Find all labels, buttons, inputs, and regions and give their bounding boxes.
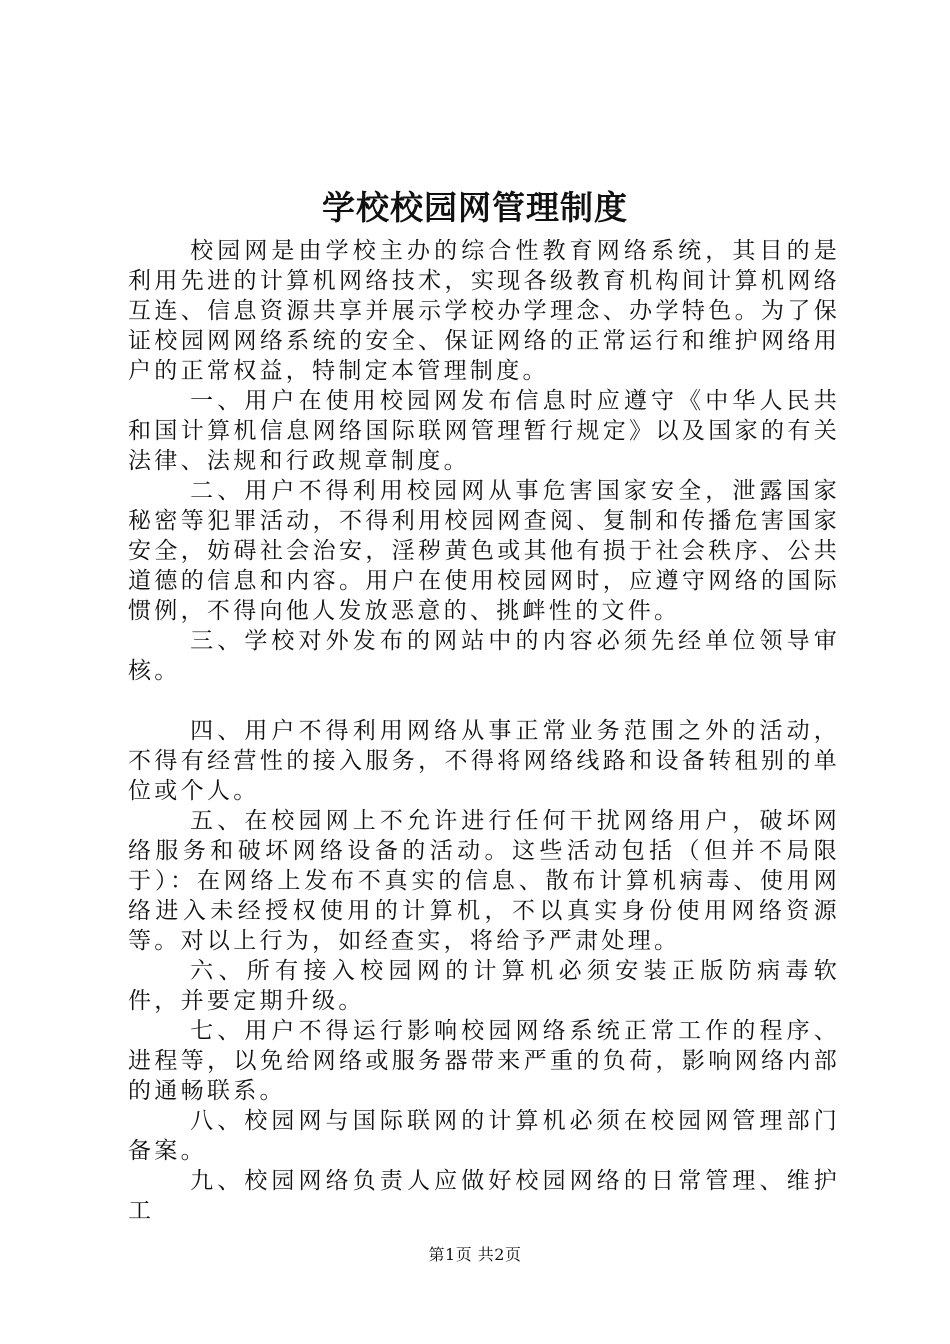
- paragraph-item-6: 六、所有接入校园网的计算机必须安装正版防病毒软件，并要定期升级。: [128, 958, 840, 1014]
- document-body: [128, 236, 840, 1226]
- page-number-footer: 第1页 共2页: [428, 1245, 522, 1264]
- paragraph-intro: 校园网是由学校主办的综合性教育网络系统，其目的是利用先进的计算机网络技术，实现各级教育机构间计算机网络互连、信息资源共享并展示学校办学理念、办学特色。为了保证校园网网络系统的安全、保证网络的正常运行和维护网络用户的正常权益，特制定本管理制度。: [128, 238, 840, 384]
- paragraph-item-3: 三、学校对外发布的网站中的内容必须先经单位领导审核。: [128, 628, 840, 684]
- paragraph-item-4: 四、用户不得利用网络从事正常业务范围之外的活动，不得有经营性的接入服务，不得将网络线路和设备转租别的单位或个人。: [128, 718, 840, 804]
- document-title: 学校校园网管理制度: [322, 188, 628, 227]
- paragraph-item-5: 五、在校园网上不允许进行任何干扰网络用户，破坏网络服务和破坏网络设备的活动。这些活动包括（但并不局限于）：在网络上发布不真实的信息、散布计算机病毒、使用网络进入未经授权使用的计算机，不以真实身份使用网络资源等。对以上行为，如经查实，将给予严肃处理。: [128, 808, 840, 954]
- paragraph-item-9: 九、校园网络负责人应做好校园网络的日常管理、维护工: [128, 1168, 840, 1224]
- paragraph-gap: [128, 686, 840, 716]
- paragraph-item-1: 一、用户在使用校园网发布信息时应遵守《中华人民共和国计算机信息网络国际联网管理暂行规定》以及国家的有关法律、法规和行政规章制度。: [128, 388, 840, 474]
- paragraph-item-8: 八、校园网与国际联网的计算机必须在校园网管理部门备案。: [128, 1108, 840, 1164]
- paragraph-item-2: 二、用户不得利用校园网从事危害国家安全，泄露国家秘密等犯罪活动，不得利用校园网查阅、复制和传播危害国家安全，妨碍社会治安，淫秽黄色或其他有损于社会秩序、公共道德的信息和内容。用户在使用校园网时，应遵守网络的国际惯例，不得向他人发放恶意的、挑衅性的文件。: [128, 478, 840, 624]
- paragraph-item-7: 七、用户不得运行影响校园网络系统正常工作的程序、进程等，以免给网络或服务器带来严重的负荷，影响网络内部的通畅联系。: [128, 1018, 840, 1104]
